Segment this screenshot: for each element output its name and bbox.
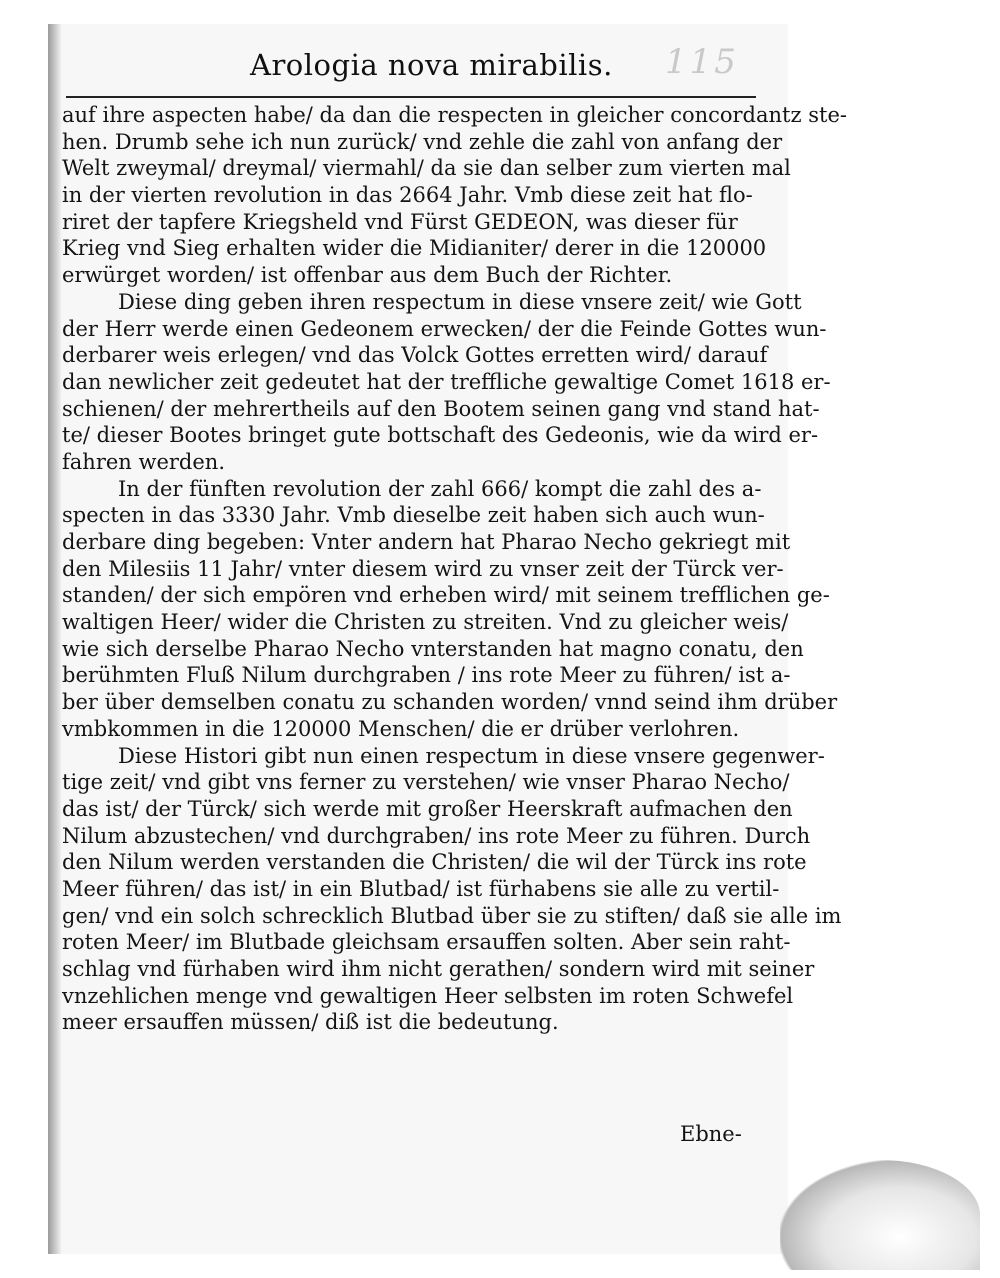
text-line: derbare ding begeben: Vnter andern hat Pharao Necho gekriegt mit <box>62 530 791 554</box>
page-curl <box>780 1160 980 1270</box>
header-rule <box>66 96 756 98</box>
text-line: derbarer weis erlegen/ vnd das Volck Gottes erretten wird/ darauf <box>62 343 768 368</box>
body-text <box>62 102 847 1036</box>
text-line: fahren werden. <box>62 449 225 474</box>
page-header <box>60 40 760 98</box>
text-line: wie sich derselbe Pharao Necho vnterstanden hat magno conatu, den <box>62 636 804 661</box>
text-line: schlag vnd fürhaben wird ihm nicht gerathen/ sondern wird mit seiner <box>62 957 815 981</box>
text-line: meer ersauffen müssen/ diß ist die bedeutung. <box>62 1010 559 1035</box>
text-line: Nilum abzustechen/ vnd durchgraben/ ins rote Meer zu führen. Durch <box>62 823 811 848</box>
text-line: riret der tapfere Kriegsheld vnd Fürst GEDEON, was dieser für <box>62 209 738 234</box>
text-line: ber über demselben conatu zu schanden worden/ vnnd seind ihm drüber <box>62 690 838 715</box>
text-line: dan newlicher zeit gedeutet hat der treffliche gewaltige Comet 1618 er- <box>62 369 831 394</box>
text-line: berühmten Fluß Nilum durchgraben / ins rote Meer zu führen/ ist a- <box>62 663 791 688</box>
text-line: gen/ vnd ein solch schrecklich Blutbad über sie zu stiften/ daß sie alle im <box>62 903 842 928</box>
text-line: Diese ding geben ihren respectum in diese vnsere zeit/ wie Gott <box>118 289 802 314</box>
text-line: Welt zweymal/ dreymal/ viermahl/ da sie dan selber zum vierten mal <box>62 156 791 181</box>
text-line: vnzehlichen menge vnd gewaltigen Heer selbsten im roten Schwefel <box>62 983 794 1008</box>
text-line: den Nilum werden verstanden die Christen/ die wil der Türck ins rote <box>62 850 807 875</box>
text-line: schienen/ der mehrertheils auf den Bootem seinen gang vnd stand hat- <box>62 396 820 421</box>
text-line: erwürget worden/ ist offenbar aus dem Buch der Richter. <box>62 263 673 288</box>
text-line: waltigen Heer/ wider die Christen zu streiten. Vnd zu gleicher weis/ <box>62 610 789 635</box>
text-line: te/ dieser Bootes bringet gute bottschaft des Gedeonis, wie da wird er- <box>62 423 819 448</box>
text-line: tige zeit/ vnd gibt vns ferner zu verstehen/ wie vnser Pharao Necho/ <box>62 770 790 795</box>
text-line: in der vierten revolution in das 2664 Jahr. Vmb diese zeit hat flo- <box>62 183 753 208</box>
running-title: Arologia nova mirabilis. <box>250 48 613 82</box>
text-line: In der fünften revolution der zahl 666/ kompt die zahl des a- <box>118 476 762 501</box>
text-line: das ist/ der Türck/ sich werde mit großer Heerskraft aufmachen den <box>62 796 793 821</box>
text-line: specten in das 3330 Jahr. Vmb dieselbe zeit haben sich auch wun- <box>62 503 765 528</box>
text-line: den Milesiis 11 Jahr/ vnter diesem wird zu vnser zeit der Türck ver- <box>62 556 784 581</box>
text-line: der Herr werde einen Gedeonem erwecken/ der die Feinde Gottes wun- <box>62 316 827 341</box>
catchword: Ebne- <box>680 1122 742 1146</box>
text-line: auf ihre aspecten habe/ da dan die respecten in gleicher concordantz ste- <box>62 103 847 127</box>
text-line: hen. Drumb sehe ich nun zurück/ vnd zehle die zahl von anfang der <box>62 129 783 154</box>
text-line: Meer führen/ das ist/ in ein Blutbad/ ist fürhabens sie alle zu vertil- <box>62 876 780 901</box>
text-line: roten Meer/ im Blutbade gleichsam ersauffen solten. Aber sein raht- <box>62 930 791 955</box>
gutter-shadow <box>48 24 62 1254</box>
text-line: standen/ der sich empören vnd erheben wird/ mit seinem trefflichen ge- <box>62 583 830 608</box>
text-line: Diese Histori gibt nun einen respectum in diese vnsere gegenwer- <box>118 743 825 768</box>
text-line: vmbkommen in die 120000 Menschen/ die er drüber verlohren. <box>62 716 740 741</box>
text-line: Krieg vnd Sieg erhalten wider die Midianiter/ derer in die 120000 <box>62 236 767 261</box>
folio-number: 115 <box>665 42 739 82</box>
